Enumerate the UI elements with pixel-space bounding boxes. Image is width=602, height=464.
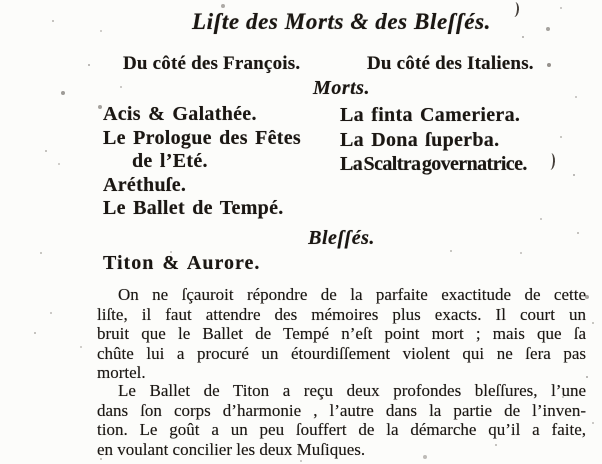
- italian-morts-list: [340, 103, 527, 177]
- list-item: Acis & Galathée.: [103, 103, 257, 125]
- section-heading-blesses: Bleſſés.: [308, 227, 375, 249]
- paragraph-line: chûte lui a procuré un étourdiſſement violent qui ne ſera pas: [97, 343, 586, 363]
- section-heading-morts: Morts.: [313, 77, 370, 99]
- list-item: Le Prologue des Fêtes: [103, 126, 302, 149]
- column-header-french: Du côté des François.: [123, 53, 301, 74]
- paragraph-line: On ne ſçauroit répondre de la parfaite exactitude de cette: [118, 285, 586, 304]
- list-item: Le Ballet de Tempé.: [103, 197, 284, 219]
- column-header-italian: Du côté des Italiens.: [367, 53, 534, 74]
- paper-speckles: [0, 0, 2, 2]
- list-item: La Scaltra governatrice.: [340, 153, 527, 175]
- scan-artifact-paren: [546, 153, 556, 170]
- french-morts-list: [103, 103, 301, 221]
- list-item: Titon & Aurore.: [103, 252, 261, 274]
- paragraph-line: en voulant concilier les deux Muſiques.: [97, 439, 366, 459]
- list-item: La Dona ſuperba.: [340, 128, 500, 151]
- list-item-continuation: de l’Eté.: [132, 150, 208, 172]
- list-item: Aréthuſe.: [103, 173, 187, 196]
- body-paragraph: [97, 285, 586, 383]
- paragraph-line: mortel.: [97, 363, 146, 382]
- paragraph-line: liſte, il faut attendre des mémoires plus exacts. Il court un: [97, 304, 586, 324]
- paragraph-line: tion. Le goût a un peu ſouffert de la démarche qu’il a faite,: [97, 420, 586, 439]
- document-title: Liſte des Morts & des Bleſſés.: [191, 9, 492, 34]
- paragraph-line: Le Ballet de Titon a reçu deux profondes bleſſures, l’une: [118, 381, 586, 400]
- french-blesses-list: [103, 252, 260, 276]
- body-paragraph: [97, 381, 586, 459]
- paragraph-line: dans ſon corps d’harmonie , l’autre dans la partie de l’inven-: [97, 400, 586, 420]
- paragraph-line: bruit que le Ballet de Tempé n’eſt point mort ; mais que ſa: [97, 324, 586, 343]
- list-item: La finta Cameriera.: [340, 104, 521, 126]
